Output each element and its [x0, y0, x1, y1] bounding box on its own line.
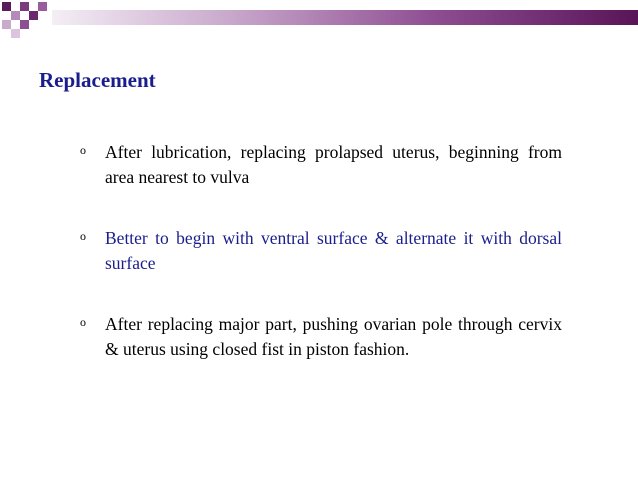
checker-square	[11, 29, 20, 38]
bullet-item	[80, 140, 562, 190]
bullet-marker: o	[80, 315, 86, 329]
bullet-text: Better to begin with ventral surface & alternate it with dorsal surface	[105, 228, 562, 273]
checker-square	[2, 20, 11, 29]
bullet-marker: o	[80, 229, 86, 243]
bullet-list	[80, 140, 562, 398]
corner-checker-decoration	[0, 0, 60, 40]
checker-square	[29, 11, 38, 20]
checker-square	[2, 2, 11, 11]
bullet-text: After replacing major part, pushing ovarian pole through cervix & uterus using closed fist in piston fashion.	[105, 314, 562, 359]
checker-square	[38, 2, 47, 11]
bullet-marker: o	[80, 143, 86, 157]
bullet-text: After lubrication, replacing prolapsed uterus, beginning from area nearest to vulva	[105, 142, 562, 187]
top-gradient-bar	[52, 10, 638, 25]
checker-square	[20, 20, 29, 29]
checker-square	[20, 2, 29, 11]
checker-square	[11, 11, 20, 20]
slide-title: Replacement	[39, 68, 156, 92]
bullet-item	[80, 226, 562, 276]
bullet-item	[80, 312, 562, 362]
